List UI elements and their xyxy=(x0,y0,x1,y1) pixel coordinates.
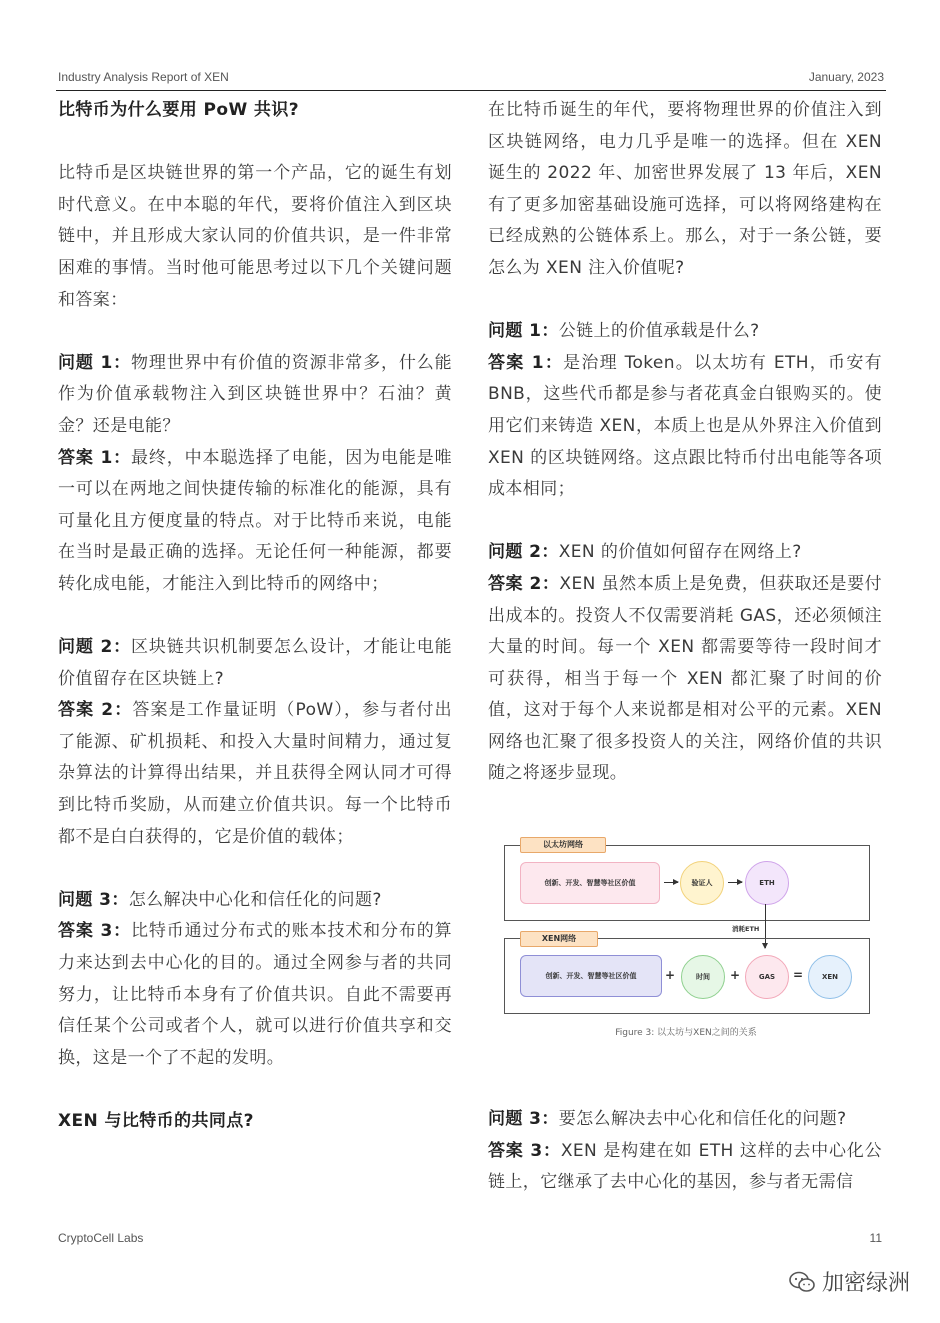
question-text: 怎么解决中心化和信任化的问题? xyxy=(128,889,382,910)
answer-1 xyxy=(488,348,882,506)
answer-label: 答案 2： xyxy=(488,573,560,594)
question-1 xyxy=(58,348,452,443)
xen-circle: XEN xyxy=(808,955,852,999)
xen-network-tag: XEN网络 xyxy=(520,931,598,947)
burn-eth-label: 消耗ETH xyxy=(732,925,760,933)
question-label: 问题 1： xyxy=(58,352,132,373)
gas-circle: GAS xyxy=(745,955,789,999)
answer-text: 最终，中本聪选择了电能，因为电能是唯一可以在两地之间快捷传输的标准化的能源，具有可量化且方便度量的特点。对于比特币来说，电能在当时是最正确的选择。无论任何一种能源，都要转化成电能，才能注入到比特币的网络中； xyxy=(58,447,452,594)
network-relationship-diagram xyxy=(500,833,872,1043)
answer-3 xyxy=(488,1136,882,1199)
answer-text: 答案是工作量证明（PoW），参与者付出了能源、矿机损耗、和投入大量时间精力，通过复杂算法的计算得出结果，并且获得全网认同才可得到比特币奖励，从而建立价值共识。每一个比特币都不是白白获得的，它是价值的载体； xyxy=(58,700,452,847)
question-3 xyxy=(488,1104,882,1136)
answer-2 xyxy=(58,695,452,853)
question-label: 问题 3： xyxy=(488,1109,559,1129)
question-text: XEN 的价值如何留存在网络上? xyxy=(558,542,802,563)
eth-circle: ETH xyxy=(745,861,789,905)
answer-text: 比特币通过分布式的账本技术和分布的算力来达到去中心化的目的。通过全网参与者的共同努力，让比特币本身有了价值共识。自此不需要再信任某个公司或者个人，就可以进行价值共享和交换，这是一个了不起的发明。 xyxy=(58,921,452,1068)
header-rule xyxy=(56,90,886,91)
answer-text: XEN 是构建在如 ETH 这样的去中心化公链上，它继承了去中心化的基因，参与者无需信 xyxy=(488,1140,882,1193)
answer-2 xyxy=(488,569,882,790)
intro-paragraph: 在比特币诞生的年代，要将物理世界的价值注入到区块链网络，电力几乎是唯一的选择。但在 XEN 诞生的 2022 年、加密世界发展了 13 年后，XEN 有了更多加密基础设施可选择，可以将网络建构在已经成熟的公链体系上。那么，对于一条公链，要怎么为 XEN 注入价值呢? xyxy=(488,100,882,278)
watermark-text: 加密绿洲 xyxy=(821,1271,910,1296)
answer-text: 是治理 Token。以太坊有 ETH，币安有 BNB，这些代币都是参与者花真金白银购买的。使用它们来铸造 XEN，本质上也是从外界注入价值到 XEN 的区块链网络。这点跟比特币付出电能等各项成本相同； xyxy=(488,352,882,500)
page-number: 11 xyxy=(869,1231,882,1245)
question-label: 问题 2： xyxy=(58,637,132,658)
watermark xyxy=(788,1266,910,1297)
question-text: 区块链共识机制要怎么设计，才能让电能价值留存在区块链上? xyxy=(58,637,452,689)
plus-sign: + xyxy=(665,968,676,982)
equals-sign: = xyxy=(793,968,804,982)
question-2 xyxy=(488,537,882,569)
question-label: 问题 2： xyxy=(488,542,559,563)
section-heading-common: XEN 与比特币的共同点? xyxy=(58,1111,254,1131)
eth-network-tag: 以太坊网络 xyxy=(520,837,606,853)
arrow-icon xyxy=(664,882,678,883)
question-label: 问题 3： xyxy=(58,889,129,910)
question-3 xyxy=(58,885,452,917)
question-label: 问题 1： xyxy=(488,321,559,342)
wechat-icon xyxy=(788,1271,816,1293)
answer-label: 答案 3： xyxy=(58,921,132,942)
footer-org: CryptoCell Labs xyxy=(58,1231,144,1245)
question-1 xyxy=(488,316,882,348)
figure-caption: Figure 3: 以太坊与XEN之间的关系 xyxy=(615,1028,757,1038)
question-text: 要怎么解决去中心化和信任化的问题? xyxy=(558,1109,847,1129)
right-column xyxy=(488,95,882,790)
header-report-title: Industry Analysis Report of XEN xyxy=(58,70,229,84)
answer-label: 答案 2： xyxy=(58,700,133,721)
intro-paragraph: 比特币是区块链世界的第一个产品，它的诞生有划时代意义。在中本聪的年代，要将价值注入到区块链中，并且形成大家认同的价值共识，是一件非常困难的事情。当时他可能思考过以下几个关键问题和答案： xyxy=(58,163,452,310)
eth-community-value-pill: 创新、开发、智慧等社区价值 xyxy=(520,862,660,904)
answer-label: 答案 1： xyxy=(58,447,132,468)
section-heading-pow: 比特币为什么要用 PoW 共识? xyxy=(58,100,299,120)
validator-circle: 验证人 xyxy=(680,861,724,905)
answer-3 xyxy=(58,916,452,1074)
plus-sign: + xyxy=(730,968,741,982)
question-2 xyxy=(58,632,452,695)
answer-1 xyxy=(58,443,452,601)
left-column xyxy=(58,95,452,1138)
answer-text: XEN 虽然本质上是免费，但获取还是要付出成本的。投资人不仅需要消耗 GAS，还必须倾注大量的时间。每一个 XEN 都需要等待一段时间才可获得，相当于每一个 XEN 都汇聚了时间的价值，这对于每个人来说都是相对公平的元素。XEN 网络也汇聚了很多投资人的关注，网络价值的共识随之将逐步显现。 xyxy=(488,573,882,784)
question-text: 物理世界中有价值的资源非常多，什么能作为价值承载物注入到区块链世界中？石油？黄金？还是电能？ xyxy=(58,352,452,436)
question-text: 公链上的价值承载是什么? xyxy=(558,321,760,342)
header-date: January, 2023 xyxy=(808,70,884,84)
answer-label: 答案 3： xyxy=(488,1140,561,1161)
xen-community-value-pill: 创新、开发、智慧等社区价值 xyxy=(520,955,662,997)
right-column-bottom xyxy=(488,1104,882,1199)
arrow-icon xyxy=(728,882,742,883)
time-circle: 时间 xyxy=(681,955,725,999)
answer-label: 答案 1： xyxy=(488,352,564,373)
